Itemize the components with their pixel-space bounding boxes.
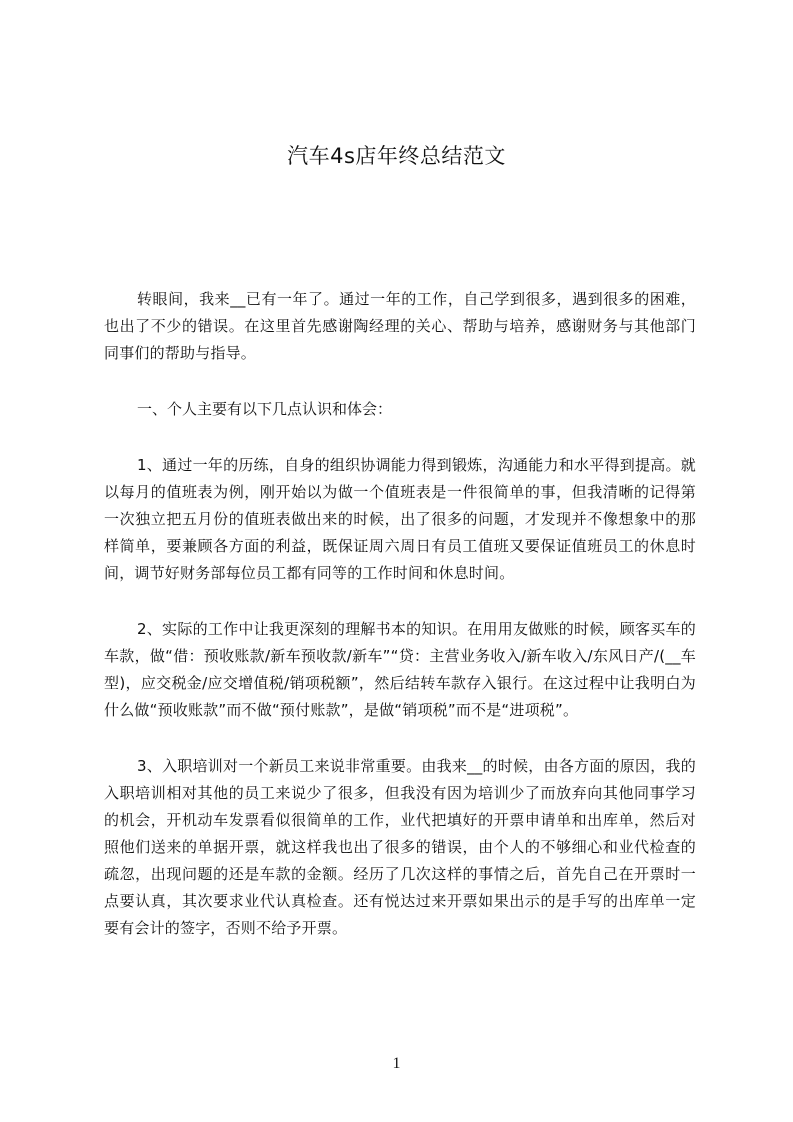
point-1-paragraph: 1、通过一年的历练，自身的组织协调能力得到锻炼，沟通能力和水平得到提高。就以每月的值班表为例，刚开始以为做一个值班表是一件很简单的事，但我清晰的记得第一次独立把五月份的值班表做出来的时候，出了很多的问题，才发现并不像想象中的那样简单，要兼顾各方面的利益，既保证周六周日有员工值班又要保证值班员工的休息时间，调节好财务部每位员工都有同等的工作时间和休息时间。 [104,456,696,582]
section-heading: 一、个人主要有以下几点认识和体会： [137,400,393,418]
document-title: 汽车4s店年终总结范文 [287,144,506,168]
document-body [104,286,696,971]
intro-paragraph: 转眼间，我来__已有一年了。通过一年的工作，自己学到很多，遇到很多的困难，也出了不少的错误。在这里首先感谢陶经理的关心、帮助与培养，感谢财务与其他部门同事们的帮助与指导。 [104,290,696,362]
page-number: 1 [392,1055,401,1072]
point-2-paragraph: 2、实际的工作中让我更深刻的理解书本的知识。在用用友做账的时候，顾客买车的车款，做“借：预收账款/新车预收款/新车”“贷：主营业务收入/新车收入/东风日产/(__车型)，应交税金/应交增值税/销项税额”，然后结转车款存入银行。在这过程中让我明白为什么做“预收账款”而不做“预付账款”，是做“销项税”而不是“进项税”。 [104,620,696,719]
point-3-paragraph: 3、入职培训对一个新员工来说非常重要。由我来__的时候，由各方面的原因，我的入职培训相对其他的员工来说少了很多，但我没有因为培训少了而放弃向其他同事学习的机会，开机动车发票看似很简单的工作，业代把填好的开票申请单和出库单，然后对照他们送来的单据开票，就这样我也出了很多的错误，由个人的不够细心和业代检查的疏忽，出现问题的还是车款的金额。经历了几次这样的事情之后，首先自己在开票时一点要认真，其次要求业代认真检查。还有悦达过来开票如果出示的是手写的出库单一定要有会计的签字，否则不给予开票。 [104,757,696,937]
